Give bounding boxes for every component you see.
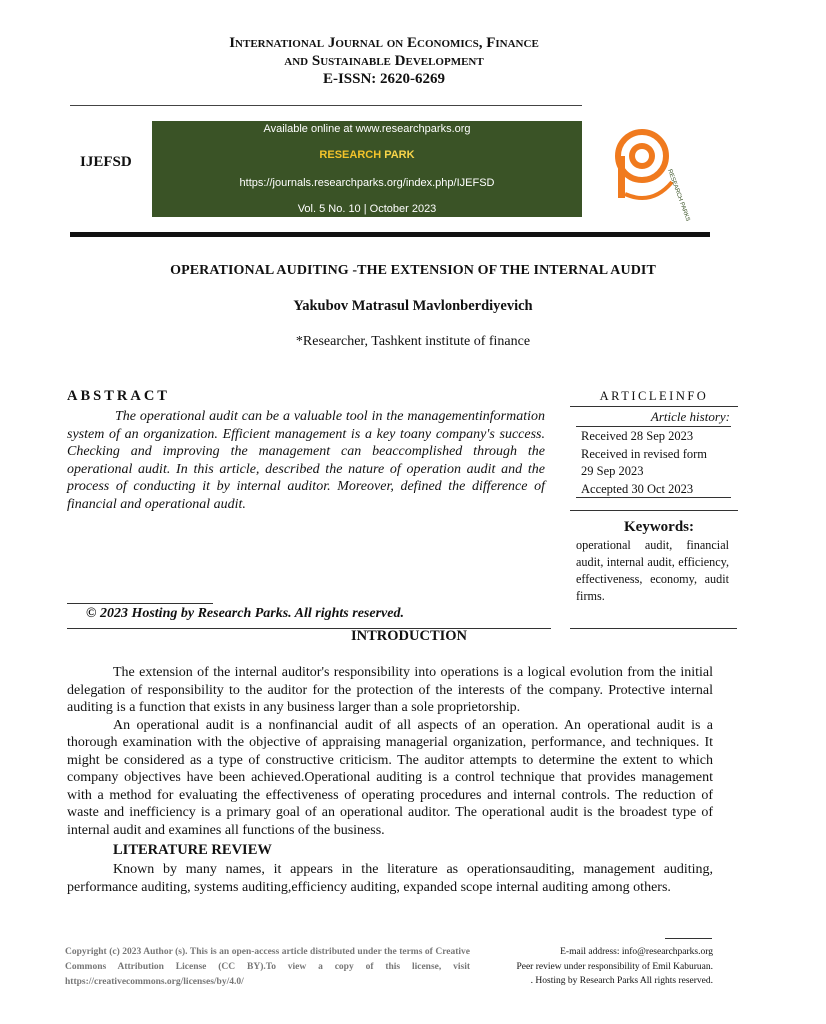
article-dates [581,428,731,498]
journal-issn: E-ISSN: 2620-6269 [322,71,446,87]
footer-email[interactable]: E-mail address: info@researchparks.org [560,947,713,957]
article-history-label: Article history: [650,409,730,424]
accepted-date: Accepted 30 Oct 2023 [581,481,694,496]
introduction-heading: INTRODUCTION [351,628,468,644]
journal-banner [152,121,582,217]
article-info-rule [570,628,737,629]
copyright-rule [67,603,213,604]
copyright-line: © 2023 Hosting by Research Parks. All rights reserved. [86,606,404,621]
journal-title-line1: International Journal on Economics, Finance [229,35,539,51]
revised-label: Received in revised form [581,446,707,461]
banner-available-online[interactable]: Available online at www.researchparks.org [263,123,471,135]
research-park-logo-icon [612,126,691,223]
footer-contact [470,945,713,989]
intro-paragraph-1: The extension of the internal auditor's responsibility into operations is a logical evolution from the initial delegation of responsibility to the auditor for the protection of the interests of the company. Protective internal auditing is a function that exists in any business larger than a sole proprietorship. [67,665,713,715]
logo-text: RESEARCH PARKS [666,168,691,223]
banner-journal-url[interactable]: https://journals.researchparks.org/index.php/IJEFSD [239,177,495,189]
literature-review-body [67,861,713,896]
article-info-rule [570,406,738,407]
banner-brand-research: RESEARCH [319,149,382,161]
header-divider [70,105,582,106]
header-thick-rule [70,232,710,237]
footnote-rule [665,938,712,939]
footer-hosting: . Hosting by Research Parks All rights reserved. [530,976,713,986]
literature-review-heading: LITERATURE REVIEW [113,842,272,858]
banner-brand-park: PARK [384,149,415,161]
keywords-heading: Keywords: [624,519,694,535]
keywords-list: operational audit, financial audit, internal audit, efficiency, effectiveness, economy, audit firms. [576,538,729,603]
license-notice: Copyright (c) 2023 Author (s). This is an open-access article distributed under the terms of Creative Commons Attribution License (CC BY).To view a copy of this license, visit https://creativecommons.org/licenses/by/4.0/ [65,947,470,987]
intro-paragraph-2: An operational audit is a nonfinancial audit of all aspects of an operation. An operational audit is a thorough examination with the objective of appraising managerial organization, performance, and techniques. It might be considered as a type of constructive criticism. The auditor attempts to determine the extent to which company objectives have been achieved.Operational auditing is a control technique that provides management with a method for evaluating the effectiveness of operating procedures and internal controls. The reduction of waste and inefficiency is a primary goal of an operational auditor. The operational audit is the broadest type of internal audit and examines all functions of the business. [67,717,713,838]
journal-title [0,34,768,88]
abstract-heading: ABSTRACT [67,388,170,404]
footer-peer-review: Peer review under responsibility of Emil Kaburuan. [516,961,713,972]
article-info-rule [576,426,731,427]
article-info-rule [570,510,738,511]
lit-paragraph-1: Known by many names, it appears in the literature as operationsauditing, management auditing, performance auditing, systems auditing,efficiency auditing, expanded scope internal auditing among others. [67,862,713,895]
section-rule [67,628,551,629]
article-info-heading: ARTICLEINFO [599,389,709,403]
article-info-rule [576,497,731,498]
paper-title: OPERATIONAL AUDITING -THE EXTENSION OF THE INTERNAL AUDIT [170,263,656,278]
introduction-body [67,664,713,839]
banner-volume: Vol. 5 No. 10 | October 2023 [297,203,437,215]
journal-abbrev: IJEFSD [80,154,132,170]
revised-date: 29 Sep 2023 [581,464,644,478]
paper-affiliation: *Researcher, Tashkent institute of finance [295,334,531,349]
received-date: Received 28 Sep 2023 [581,429,694,443]
paper-author: Yakubov Matrasul Mavlonberdiyevich [293,298,533,314]
banner-brand [152,149,582,161]
journal-title-line2: and Sustainable Development [284,53,484,69]
abstract-text: The operational audit can be a valuable tool in the managementinformation system of an organization. Efficient management is a key toany company's success. Checking and improving the management can beaccomplished through the operational audit. In this article, described the nature of operation audit and the process of conducting it by internal auditor. Moreover, defined the difference of financial and operational audit. [67,409,545,512]
